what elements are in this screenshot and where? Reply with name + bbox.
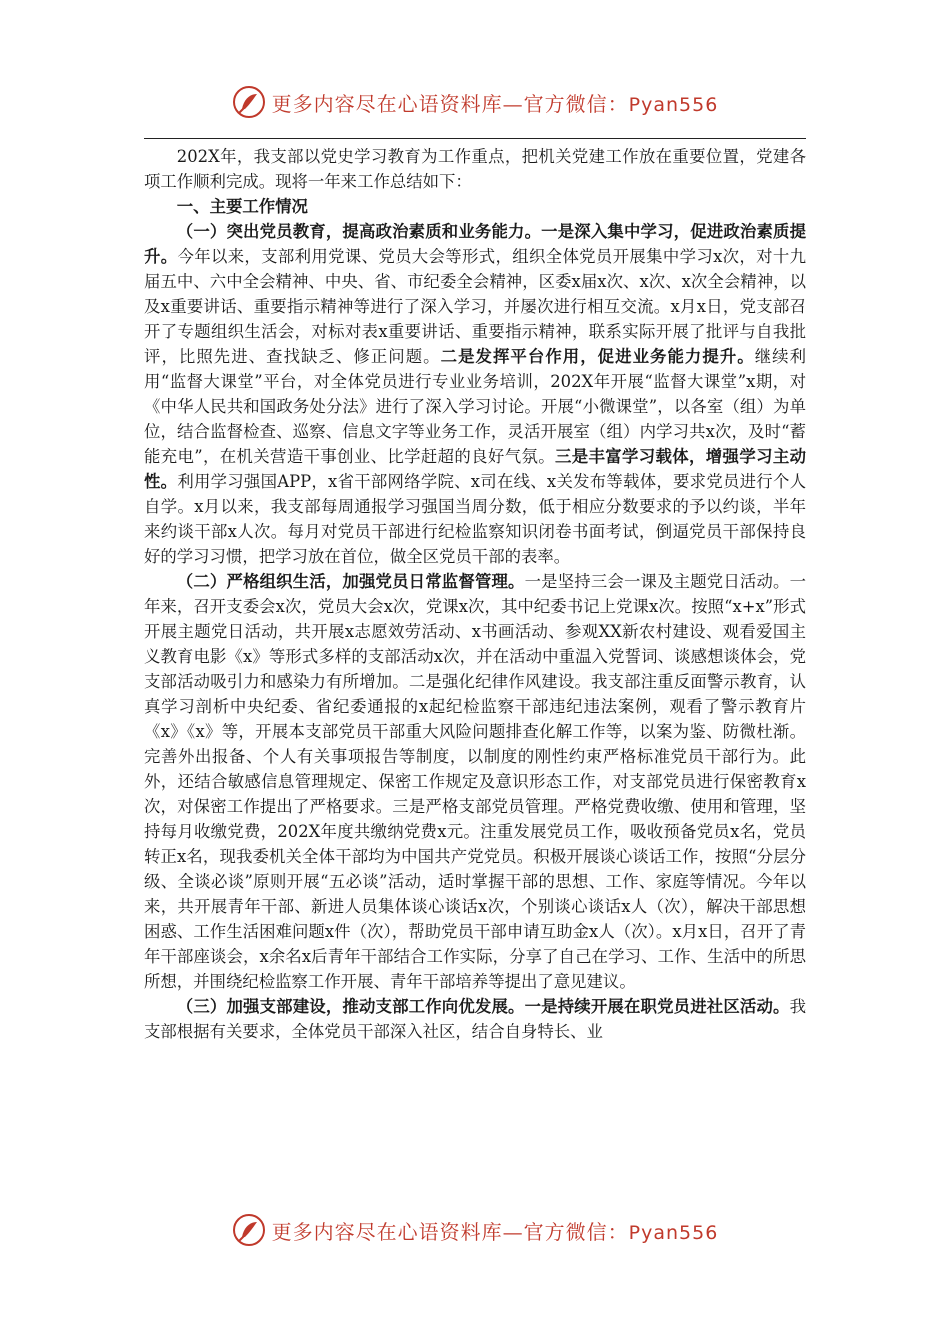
document-body — [144, 144, 806, 1044]
watermark-text: 更多内容尽在心语资料库—官方微信：Pyan556 — [271, 91, 719, 116]
watermark-banner-top — [0, 82, 950, 122]
logo-icon — [232, 85, 266, 119]
header-rule — [144, 138, 806, 139]
paragraph-branch-building: （三）加强支部建设，推动支部工作向优发展。一是持续开展在职党员进社区活动。我支部根据有关要求，全体党员干部深入社区，结合自身特长、业 — [144, 997, 806, 1041]
watermark-text: 更多内容尽在心语资料库—官方微信：Pyan556 — [271, 1219, 719, 1244]
paragraph-education: （一）突出党员教育，提高政治素质和业务能力。一是深入集中学习，促进政治素质提升。今年以来，支部利用党课、党员大会等形式，组织全体党员开展集中学习x次，对十九届五中、六中全会精神、中央、省、市纪委全会精神，区委x届x次、x次、x次全会精神，以及x重要讲话、重要指示精神等进行了深入学习，并屡次进行相互交流。x月x日，党支部召开了专题组织生活会，对标对表x重要讲话、重要指示精神，联系实际开展了批评与自我批评，比照先进、查找缺乏、修正问题。二是发挥平台作用，促进业务能力提升。继续利用“监督大课堂”平台，对全体党员进行专业业务培训，202X年开展“监督大课堂”x期，对《中华人民共和国政务处分法》进行了深入学习讨论。开展“小微课堂”，以各室（组）为单位，结合监督检查、巡察、信息文字等业务工作，灵活开展室（组）内学习共x次，及时“蓄能充电”，在机关营造干事创业、比学赶超的良好气氛。三是丰富学习载体，增强学习主动性。利用学习强国APP，x省干部网络学院、x司在线、x关发布等载体，要求党员进行个人自学。x月以来，我支部每周通报学习强国当周分数，低于相应分数要求的予以约谈，半年来约谈干部x人次。每月对党员干部进行纪检监察知识闭卷书面考试，倒逼党员干部保持良好的学习习惯，把学习放在首位，做全区党员干部的表率。 — [144, 222, 807, 566]
intro-paragraph: 202X年，我支部以党史学习教育为工作重点，把机关党建工作放在重要位置，党建各项工作顺利完成。现将一年来工作总结如下： — [144, 147, 806, 191]
section-heading: 一、主要工作情况 — [176, 197, 308, 216]
watermark-banner-bottom — [0, 1210, 950, 1250]
paragraph-organization: （二）严格组织生活，加强党员日常监督管理。一是坚持三会一课及主题党日活动。一年来，召开支委会x次，党员大会x次，党课x次，其中纪委书记上党课x次。按照“x+x”形式开展主题党日活动，共开展x志愿效劳活动、x书画活动、参观XX新农村建设、观看爱国主义教育电影《x》等形式多样的支部活动x次，并在活动中重温入党誓词、谈感想谈体会，党支部活动吸引力和感染力有所增加。二是强化纪律作风建设。我支部注重反面警示教育，认真学习剖析中央纪委、省纪委通报的x起纪检监察干部违纪违法案例，观看了警示教育片《x》《x》等，开展本支部党员干部重大风险问题排查化解工作等，以案为鉴、防微杜渐。完善外出报备、个人有关事项报告等制度，以制度的刚性约束严格标准党员干部行为。此外，还结合敏感信息管理规定、保密工作规定及意识形态工作，对支部党员进行保密教育x次，对保密工作提出了严格要求。三是严格支部党员管理。严格党费收缴、使用和管理，坚持每月收缴党费，202X年度共缴纳党费x元。注重发展党员工作，吸收预备党员x名，党员转正x名，现我委机关全体干部均为中国共产党党员。积极开展谈心谈话工作，按照“分层分级、全谈必谈”原则开展“五必谈”活动，适时掌握干部的思想、工作、家庭等情况。今年以来，共开展青年干部、新进人员集体谈心谈话x次，个别谈心谈话x人（次），解决干部思想困惑、工作生活困难问题x件（次），帮助党员干部申请互助金x人（次）。x月x日，召开了青年干部座谈会，x余名x后青年干部结合工作实际，分享了自己在学习、工作、生活中的所思所想，并围绕纪检监察工作开展、青年干部培养等提出了意见建议。 — [144, 572, 806, 991]
logo-icon — [232, 1213, 266, 1247]
